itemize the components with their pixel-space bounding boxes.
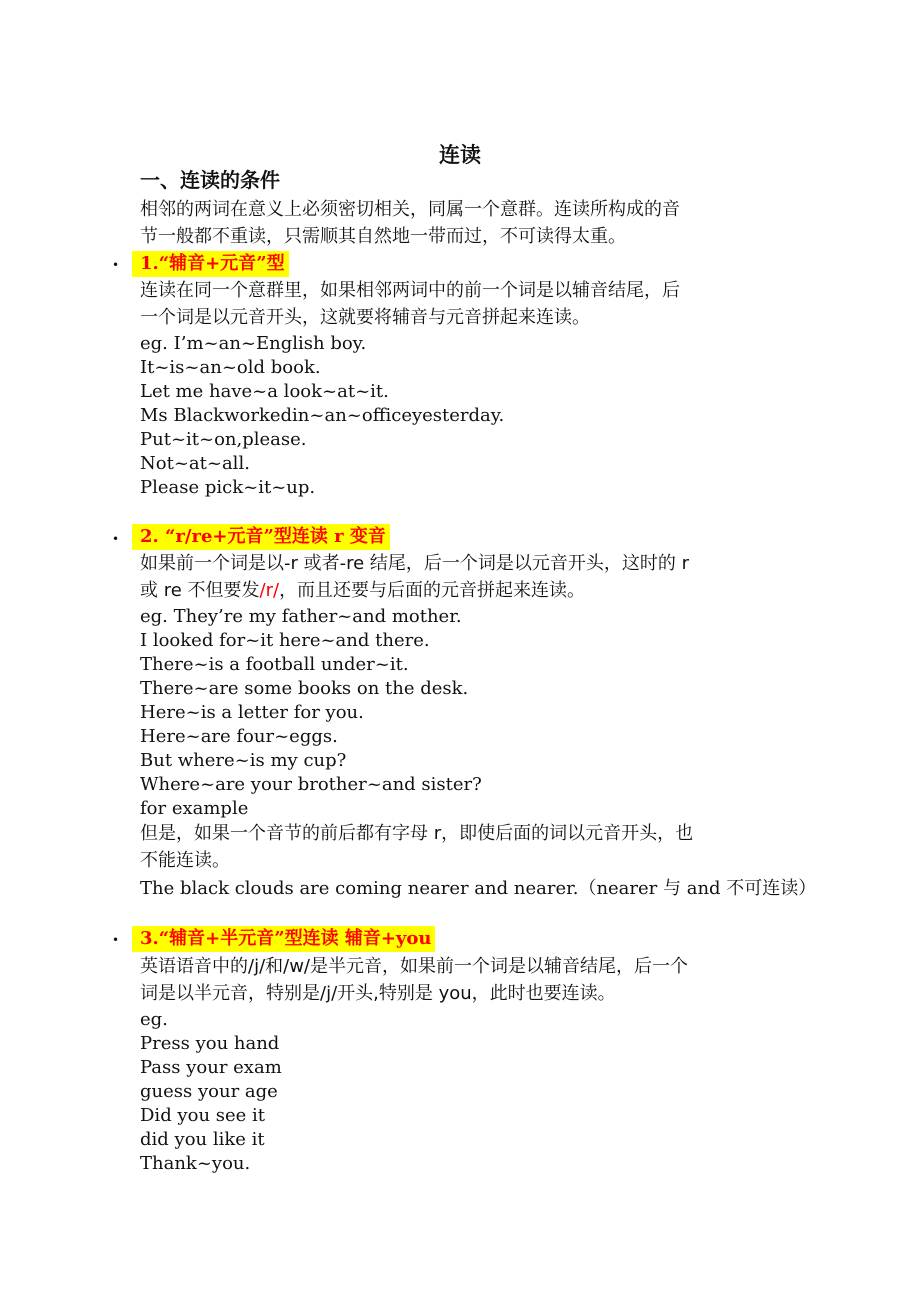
example-line: Not~at~all.	[140, 453, 250, 474]
rule-description	[140, 579, 585, 603]
bullet-marker: •	[112, 532, 120, 546]
desc-text: ，而且还要与后面的元音拼起来连读。	[279, 580, 586, 601]
example-line: Pass your exam	[140, 1057, 282, 1078]
page-title: 连读	[439, 142, 481, 167]
section-heading: 一、连读的条件	[140, 168, 280, 192]
example-line: Thank~you.	[140, 1153, 251, 1174]
rule-description: 连读在同一个意群里，如果相邻两词中的前一个词是以辅音结尾，后	[140, 280, 680, 301]
example-line: Where~are your brother~and sister?	[140, 774, 482, 795]
example-line: Here~is a letter for you.	[140, 702, 364, 723]
desc-text: 或 re 不但要发	[140, 580, 260, 601]
note-line: The black clouds are coming nearer and nearer.（nearer 与 and 不可连读）	[140, 878, 817, 899]
example-line: There~is a football under~it.	[140, 654, 409, 675]
phonetic-symbol: /r/	[259, 580, 280, 601]
example-line: eg. I’m~an~English boy.	[140, 333, 367, 354]
example-line: Did you see it	[140, 1105, 266, 1126]
example-line: I looked for~it here~and there.	[140, 630, 430, 651]
example-line: for example	[140, 798, 249, 819]
example-line: It~is~an~old book.	[140, 357, 321, 378]
paragraph-line: 相邻的两词在意义上必须密切相关，同属一个意群。连读所构成的音	[140, 199, 680, 220]
note-line: 不能连读。	[140, 850, 230, 871]
rule-description: 一个词是以元音开头，这就要将辅音与元音拼起来连读。	[140, 307, 590, 328]
example-line: But where~is my cup?	[140, 750, 347, 771]
note-line: 但是，如果一个音节的前后都有字母 r，即使后面的词以元音开头，也	[140, 823, 694, 844]
example-line: Ms Blackworkedin~an~officeyesterday.	[140, 405, 505, 426]
rule-description: 英语语音中的/j/和/w/是半元音，如果前一个词是以辅音结尾，后一个	[140, 956, 688, 977]
rule-description: 词是以半元音，特别是/j/开头,特别是 you，此时也要连读。	[140, 983, 616, 1004]
rule-heading-highlight: 3.“辅音+半元音”型连读 辅音+you	[132, 926, 435, 952]
example-line: eg.	[140, 1009, 168, 1030]
paragraph-line: 节一般都不重读，只需顺其自然地一带而过，不可读得太重。	[140, 226, 626, 247]
example-line: did you like it	[140, 1129, 265, 1150]
example-line: Press you hand	[140, 1033, 280, 1054]
bullet-marker: •	[112, 258, 120, 272]
example-line: Let me have~a look~at~it.	[140, 381, 389, 402]
example-line: guess your age	[140, 1081, 278, 1102]
example-line: Please pick~it~up.	[140, 477, 316, 498]
rule-heading-highlight: 1.“辅音+元音”型	[132, 251, 289, 277]
rule-heading-highlight: 2. “r/re+元音”型连读 r 变音	[132, 524, 390, 550]
example-line: Here~are four~eggs.	[140, 726, 338, 747]
example-line: Put~it~on,please.	[140, 429, 307, 450]
rule-description: 如果前一个词是以-r 或者-re 结尾，后一个词是以元音开头，这时的 r	[140, 553, 690, 574]
example-line: There~are some books on the desk.	[140, 678, 469, 699]
bullet-marker: •	[112, 933, 120, 947]
example-line: eg. They’re my father~and mother.	[140, 606, 462, 627]
